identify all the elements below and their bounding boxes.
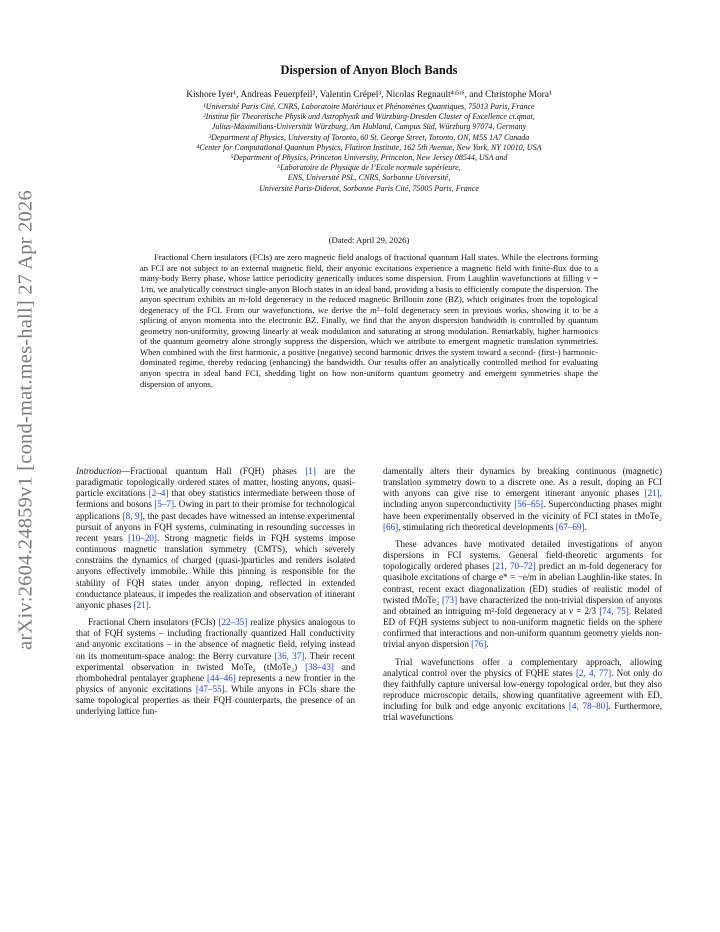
paragraph: These advances have motivated detailed investigations of anyon dispersions in FCI systems. General field-theoretic arguments for topologically ordered phases [21, 70–72] predict an m-fold degeneracy for quasihole excitations of charge e* = −e/m in abelian Laughlin-like states. In contrast, recent exact diagonalization (ED) studies of realistic model of twisted tMoTe₂ [73] have characterized the non-trivial dispersion of anyons and obtained an intriguing m²-fold degeneracy at ν = 2/3 [74, 75]. Related ED of FQH systems subject to non-uniform magnetic fields on the sphere confirmed that interactions and non-uniform quantum geometry yields non-trivial anyon dispersion [76]. [383,538,662,650]
citation-link[interactable]: [1] [305,466,316,476]
citation-link[interactable]: [76] [471,639,487,650]
affiliation: ENS, Université PSL, CNRS, Sorbonne Université, [287,173,451,183]
citation-link[interactable]: [44–46] [207,672,236,683]
affiliation: ⁶Laboratoire de Physique de l’Ecole normale supérieure, [277,163,461,173]
left-column [76,466,355,723]
paragraph: Trial wavefunctions offer a complementary approach, allowing analytical control over the physics of FQHE states [2, 4, 77]. Not only do they faithfully capture universal low-energy topological order, but they also reproduce microscopic details, showing quantitative agreement with ED, including for bulk and edge anyonic excitations [4, 78–80]. Furthermore, trial wavefunctions [383,656,663,723]
paragraph: damentally alters their dynamics by breaking continuous (magnetic) translation symmetry down to a discrete one. As a result, doping an FCI with anyons can give rise to emergent itinerant anyonic phases [21], including anyon superconductivity [56–65]. Superconducting phases might have been experimentally observed in the vicinity of FCI states in tMoTe₂ [66], stimulating rich theoretical developments [67–69]. [383,466,662,532]
citation-link[interactable]: [2, 4, 77] [575,667,612,678]
intro-paragraph [76,466,355,611]
affiliations [76,102,662,194]
affiliation: ³Department of Physics, University of Toronto, 60 St. George Street, Toronto, ON, M5S 1A7 Canada [208,132,530,142]
paragraph: Fractional Chern insulators (FCIs) [22–35] realize physics analogous to that of FQH systems – including fractionally quantized Hall conductivity and anyonic excitations – in the absence of magnetic field, relying instead on its momentum-space analog: the Berry curvature [36, 37]. Their recent experimental observation in twisted MoTe₂ (tMoTe₂) [38–43] and rhombohedral pentalayer graphene [44–46] represents a new frontier in the physics of anyonic excitations [47–55]. While anyons in FCIs share the same topological properties as their FQH counterparts, the presence of an underlying lattice fun- [76,617,355,717]
citation-link[interactable]: [22–35] [218,617,248,628]
affiliation: Julius-Maximilians-Universität Würzburg, Am Hubland, Campus Süd, Würzburg 97074, Germany [211,122,527,132]
right-column [383,466,662,729]
citation-link[interactable]: [4, 78–80] [568,701,609,712]
affiliation: ⁴Center for Computational Quantum Physics, Flatiron Institute, 162 5th Avenue, New York, NY 10010, USA [196,142,542,152]
arxiv-identifier: arXiv:2604.24859v1 [cond-mat.mes-hall] 27 Apr 2026 [14,190,37,650]
affiliation: Université Paris-Diderot, Sorbonne Paris Cité, 75005 Paris, France [259,183,479,193]
citation-link[interactable]: [21, 70–72] [492,561,536,572]
paragraph-body: —Fractional quantum Hall (FQH) phases [1] are the paradigmatic topologically ordered states of matter, hosting anyons, quasi-particle excitations [2–4] that obey statistics intermediate between those of fermions and bosons [5–7]. Owing in part to their promise for technological applications [8, 9], the past decades have witnessed an intense experimental pursuit of anyons in FQH systems, culminating in resounding successes in recent years [10–20]. Strong magnetic fields in FQH systems impose continuous magnetic translation symmetry (CMTS), which severely constrains the dynamics of charged (quasi-)particles and renders isolated anyons effectively immobile. While this pinning is responsible for the stability of FQH states under anyon doping, reflected in extended conductance plateaus, it impedes the realization and observation of itinerant anyonic phases [21]. [76,466,356,610]
citation-link[interactable]: [21] [644,488,660,499]
affiliation: ⁵Department of Physics, Princeton University, Princeton, New Jersey 08544, USA and [230,153,508,163]
arxiv-stamp [6,190,46,650]
citation-link[interactable]: [74, 75] [599,605,629,616]
citation-link[interactable]: [73] [441,594,458,605]
citation-link[interactable]: [36, 37] [274,650,305,661]
paper-title: Dispersion of Anyon Bloch Bands [280,63,458,77]
section-label: Introduction [76,466,122,476]
author-list: Kishore Iyer¹, Andreas Feuerpfeil², Valentin Crépel³, Nicolas Regnault⁴ʴ⁵ʴ⁶, and Christophe Mora¹ [186,90,552,100]
citation-link[interactable]: [66] [383,521,399,532]
citation-link[interactable]: [47–55] [195,683,225,694]
date-line: (Dated: April 29, 2026) [328,235,410,245]
citation-link[interactable]: [2–4] [148,488,169,499]
citation-link[interactable]: [38–43] [305,661,334,672]
affiliation: ²Institut für Theoretische Physik und Astrophysik and Würzburg-Dresden Cluster of Excellence ct.qmat, [203,112,535,122]
citation-link[interactable]: [67–69] [555,521,585,532]
abstract: Fractional Chern insulators (FCIs) are zero magnetic field analogs of fractional quantum Hall states. While the electrons forming an FCI are not subject to an external magnetic field, their anyonic excitations experience a magnetic field with finite-flux due to a many-body Berry phase, whose lattice periodicity generically induces some dispersion. From Laughlin wavefunctions at filling ν = 1/m, we analytically construct single-anyon Bloch states in an ideal band, providing a basis to efficiently compute the dispersion. The anyon spectrum exhibits an m-fold degeneracy in the reduced magnetic Brillouin zone (BZ), which originates from the topological degeneracy of the FCI. From our wavefunctions, we derive the m²−fold degeneracy seen in previous works, showing it to be a splicing of anyon momenta into the electronic BZ. Finally, we find that the anyon dispersion bandwidth is controlled by quantum geometry non-uniformity, growing linearly at weak modulation and saturating at strong modulation. Remarkably, higher harmonics of the quantum geometry alone strongly suppress the dispersion, which we attribute to emergent magnetic translation symmetries. When combined with the first harmonic, a positive (negative) second harmonic drives the system toward a second- (first-) harmonic-dominated regime, thereby reducing (enhancing) the bandwidth. Our results offer an analytically controlled method for evaluating anyon spectra in ideal band FCI, shedding light on how non-uniform quantum geometry and emergent symmetries shape the dispersion of anyons. [140,252,598,389]
affiliation: ¹Université Paris Cité, CNRS, Laboratoire Matériaux et Phénomènes Quantiques, 75013 Paris, France [203,102,535,111]
citation-link[interactable]: [21] [133,599,149,610]
citation-link[interactable]: [8, 9] [122,510,143,521]
citation-link[interactable]: [5–7] [154,499,174,510]
citation-link[interactable]: [10–20] [128,532,157,543]
citation-link[interactable]: [56–65] [514,499,544,510]
